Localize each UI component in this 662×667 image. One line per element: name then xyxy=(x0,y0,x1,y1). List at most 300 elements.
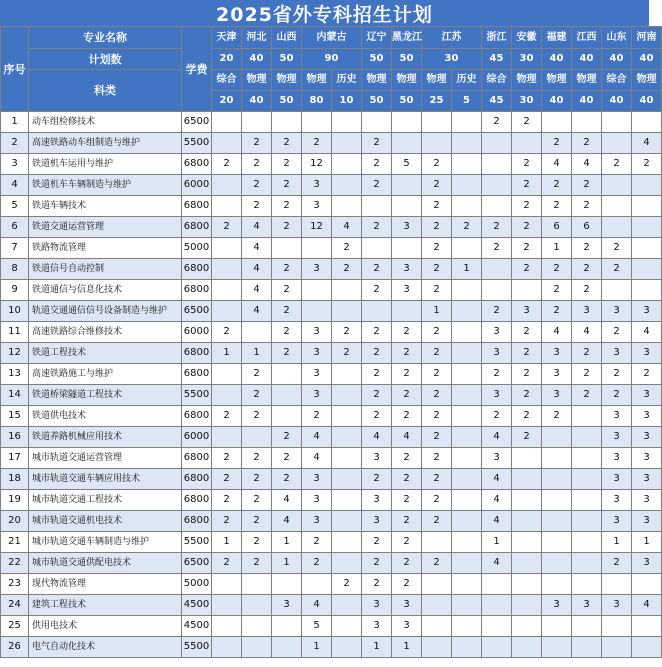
row-count-cell xyxy=(512,511,542,532)
table-row xyxy=(1,469,662,490)
row-count-cell: 2 xyxy=(362,574,392,595)
row-count-cell xyxy=(632,637,662,658)
row-count-cell xyxy=(452,301,482,322)
row-count-cell: 3 xyxy=(482,343,512,364)
row-count-cell xyxy=(332,511,362,532)
row-count-cell: 2 xyxy=(572,196,602,217)
row-count-cell xyxy=(632,238,662,259)
row-count-cell: 2 xyxy=(242,133,272,154)
row-count-cell: 2 xyxy=(242,196,272,217)
row-count-cell: 2 xyxy=(362,343,392,364)
row-count-cell: 1 xyxy=(482,532,512,553)
row-count-cell xyxy=(212,637,242,658)
row-count-cell xyxy=(602,637,632,658)
row-count-cell xyxy=(332,196,362,217)
row-count-cell: 4 xyxy=(272,511,302,532)
row-count-cell: 4 xyxy=(242,238,272,259)
row-count-cell xyxy=(542,112,572,133)
row-count-cell xyxy=(482,259,512,280)
table-row xyxy=(1,574,662,595)
cat-zhejiang: 综合 xyxy=(482,70,512,91)
row-count-cell: 2 xyxy=(272,427,302,448)
row-count-cell xyxy=(332,112,362,133)
row-count-cell: 2 xyxy=(572,280,602,301)
row-count-cell xyxy=(482,637,512,658)
row-count-cell xyxy=(572,448,602,469)
table-row xyxy=(1,112,662,133)
table-row xyxy=(1,427,662,448)
row-count-cell xyxy=(422,616,452,637)
row-count-cell: 2 xyxy=(212,469,242,490)
row-seq: 1 xyxy=(1,112,29,133)
cat-tianjin: 综合 xyxy=(212,70,242,91)
row-count-cell: 2 xyxy=(212,553,242,574)
total-jiangxi: 40 xyxy=(572,49,602,70)
row-count-cell: 2 xyxy=(482,364,512,385)
table-row xyxy=(1,301,662,322)
row-count-cell xyxy=(332,448,362,469)
fee-header: 学费 xyxy=(182,27,212,112)
cat-jiangxi: 物理 xyxy=(572,70,602,91)
row-count-cell: 2 xyxy=(272,175,302,196)
row-count-cell: 2 xyxy=(482,301,512,322)
row-count-cell xyxy=(542,553,572,574)
subcount-liaoning: 50 xyxy=(362,91,392,112)
row-count-cell xyxy=(632,175,662,196)
row-major-name: 轨道交通通信信号设备制造与维护 xyxy=(29,301,182,322)
row-count-cell xyxy=(602,280,632,301)
row-count-cell xyxy=(602,112,632,133)
subcount-fujian: 40 xyxy=(542,91,572,112)
page-title: 2025省外专科招生计划 xyxy=(0,0,649,26)
row-count-cell xyxy=(392,196,422,217)
row-seq: 12 xyxy=(1,343,29,364)
row-count-cell xyxy=(542,637,572,658)
row-major-name: 铁道车辆技术 xyxy=(29,196,182,217)
row-count-cell: 2 xyxy=(602,238,632,259)
row-count-cell: 1 xyxy=(242,343,272,364)
row-count-cell: 3 xyxy=(632,511,662,532)
row-count-cell: 2 xyxy=(242,406,272,427)
row-count-cell xyxy=(512,469,542,490)
row-count-cell: 3 xyxy=(632,406,662,427)
row-count-cell: 1 xyxy=(632,532,662,553)
row-count-cell xyxy=(212,385,242,406)
row-fee: 6500 xyxy=(182,301,212,322)
table-row xyxy=(1,238,662,259)
row-count-cell xyxy=(302,280,332,301)
total-shandong: 40 xyxy=(602,49,632,70)
row-count-cell xyxy=(302,574,332,595)
row-fee: 5500 xyxy=(182,133,212,154)
row-count-cell: 2 xyxy=(602,259,632,280)
row-count-cell xyxy=(332,385,362,406)
row-count-cell: 2 xyxy=(422,553,452,574)
subcount-anhui: 30 xyxy=(512,91,542,112)
province-anhui: 安徽 xyxy=(512,27,542,49)
row-count-cell xyxy=(452,175,482,196)
row-count-cell xyxy=(422,595,452,616)
row-count-cell xyxy=(332,154,362,175)
row-count-cell: 2 xyxy=(302,553,332,574)
row-count-cell xyxy=(212,133,242,154)
row-count-cell xyxy=(452,385,482,406)
cat-henan: 物理 xyxy=(632,70,662,91)
row-count-cell xyxy=(302,301,332,322)
row-count-cell: 3 xyxy=(632,448,662,469)
major-header: 专业名称 xyxy=(29,27,182,49)
header-row-categories xyxy=(1,70,662,91)
row-count-cell: 5 xyxy=(302,616,332,637)
row-count-cell: 3 xyxy=(482,322,512,343)
row-count-cell xyxy=(332,175,362,196)
row-seq: 9 xyxy=(1,280,29,301)
row-count-cell: 2 xyxy=(362,280,392,301)
row-count-cell: 2 xyxy=(272,301,302,322)
row-count-cell: 2 xyxy=(422,280,452,301)
row-count-cell: 3 xyxy=(302,322,332,343)
subcount-zhejiang: 45 xyxy=(482,91,512,112)
row-count-cell xyxy=(632,217,662,238)
row-count-cell xyxy=(482,196,512,217)
row-count-cell xyxy=(542,511,572,532)
row-count-cell: 2 xyxy=(332,238,362,259)
cat-hebei: 物理 xyxy=(242,70,272,91)
row-count-cell: 3 xyxy=(602,301,632,322)
row-count-cell xyxy=(452,322,482,343)
row-count-cell: 2 xyxy=(572,133,602,154)
row-count-cell xyxy=(452,196,482,217)
seq-header: 序号 xyxy=(1,27,29,112)
row-count-cell xyxy=(632,574,662,595)
row-count-cell xyxy=(512,490,542,511)
row-count-cell: 2 xyxy=(272,154,302,175)
row-count-cell: 3 xyxy=(302,196,332,217)
row-count-cell xyxy=(452,343,482,364)
subcount-shanxi: 50 xyxy=(272,91,302,112)
row-count-cell: 2 xyxy=(332,259,362,280)
total-liaoning: 50 xyxy=(362,49,392,70)
row-count-cell xyxy=(602,196,632,217)
row-count-cell xyxy=(212,427,242,448)
row-count-cell: 2 xyxy=(422,469,452,490)
row-count-cell: 4 xyxy=(632,133,662,154)
row-count-cell xyxy=(572,532,602,553)
row-count-cell xyxy=(212,301,242,322)
header-row-provinces xyxy=(1,27,662,49)
row-count-cell xyxy=(542,427,572,448)
row-count-cell: 4 xyxy=(542,322,572,343)
row-count-cell xyxy=(452,574,482,595)
total-neimenggu: 90 xyxy=(302,49,362,70)
row-count-cell: 3 xyxy=(302,469,332,490)
row-count-cell xyxy=(272,364,302,385)
row-major-name: 铁道通信与信息化技术 xyxy=(29,280,182,301)
row-count-cell: 2 xyxy=(362,217,392,238)
row-count-cell xyxy=(332,532,362,553)
row-count-cell xyxy=(482,574,512,595)
table-row xyxy=(1,217,662,238)
subcount-hebei: 40 xyxy=(242,91,272,112)
row-count-cell: 2 xyxy=(362,364,392,385)
row-seq: 22 xyxy=(1,553,29,574)
row-count-cell xyxy=(272,385,302,406)
row-major-name: 现代物流管理 xyxy=(29,574,182,595)
row-count-cell: 3 xyxy=(572,301,602,322)
table-row xyxy=(1,490,662,511)
row-count-cell: 3 xyxy=(392,217,422,238)
row-fee: 6800 xyxy=(182,469,212,490)
table-body xyxy=(1,112,662,658)
table-row xyxy=(1,595,662,616)
row-count-cell xyxy=(452,364,482,385)
row-count-cell: 6 xyxy=(542,217,572,238)
table-row xyxy=(1,364,662,385)
row-count-cell: 2 xyxy=(272,469,302,490)
row-count-cell: 2 xyxy=(212,511,242,532)
row-count-cell: 2 xyxy=(602,553,632,574)
row-count-cell xyxy=(242,427,272,448)
row-count-cell xyxy=(332,301,362,322)
row-count-cell xyxy=(542,574,572,595)
row-count-cell: 6 xyxy=(572,217,602,238)
row-major-name: 城市轨道交通机电技术 xyxy=(29,511,182,532)
row-fee: 5500 xyxy=(182,385,212,406)
row-fee: 6800 xyxy=(182,217,212,238)
row-count-cell: 2 xyxy=(422,343,452,364)
row-count-cell xyxy=(452,595,482,616)
row-count-cell xyxy=(572,406,602,427)
row-count-cell: 2 xyxy=(332,574,362,595)
row-count-cell xyxy=(452,469,482,490)
row-count-cell xyxy=(452,112,482,133)
row-count-cell: 2 xyxy=(242,385,272,406)
header-row-totals xyxy=(1,49,662,70)
row-count-cell xyxy=(392,175,422,196)
row-count-cell: 2 xyxy=(602,322,632,343)
row-count-cell: 4 xyxy=(632,595,662,616)
row-count-cell: 4 xyxy=(302,595,332,616)
row-count-cell xyxy=(572,511,602,532)
row-major-name: 铁道机车车辆制造与维护 xyxy=(29,175,182,196)
row-count-cell: 2 xyxy=(482,238,512,259)
row-count-cell xyxy=(542,532,572,553)
row-count-cell: 2 xyxy=(392,322,422,343)
row-count-cell: 2 xyxy=(362,385,392,406)
row-count-cell: 3 xyxy=(302,343,332,364)
row-major-name: 铁道交通运营管理 xyxy=(29,217,182,238)
row-count-cell: 2 xyxy=(512,238,542,259)
row-count-cell: 2 xyxy=(482,112,512,133)
row-count-cell xyxy=(272,406,302,427)
row-count-cell: 2 xyxy=(602,385,632,406)
row-count-cell xyxy=(452,133,482,154)
table-row xyxy=(1,511,662,532)
row-count-cell: 2 xyxy=(392,511,422,532)
row-count-cell: 2 xyxy=(512,112,542,133)
row-seq: 10 xyxy=(1,301,29,322)
row-count-cell: 2 xyxy=(212,490,242,511)
row-count-cell: 3 xyxy=(632,490,662,511)
row-count-cell xyxy=(632,112,662,133)
table-row xyxy=(1,406,662,427)
row-count-cell: 2 xyxy=(542,280,572,301)
row-fee: 4500 xyxy=(182,595,212,616)
province-hebei: 河北 xyxy=(242,27,272,49)
row-count-cell: 3 xyxy=(602,406,632,427)
row-count-cell xyxy=(362,196,392,217)
row-count-cell xyxy=(512,280,542,301)
row-count-cell xyxy=(332,637,362,658)
row-count-cell: 2 xyxy=(392,385,422,406)
row-count-cell xyxy=(212,175,242,196)
row-fee: 6500 xyxy=(182,553,212,574)
row-count-cell xyxy=(242,322,272,343)
cat-neimenggu-physics: 物理 xyxy=(302,70,332,91)
row-count-cell: 2 xyxy=(422,196,452,217)
row-count-cell: 2 xyxy=(392,490,422,511)
row-count-cell: 3 xyxy=(632,469,662,490)
row-count-cell: 2 xyxy=(212,217,242,238)
row-count-cell xyxy=(422,574,452,595)
row-count-cell xyxy=(512,553,542,574)
row-fee: 6800 xyxy=(182,448,212,469)
row-count-cell xyxy=(602,175,632,196)
row-count-cell: 4 xyxy=(392,427,422,448)
row-count-cell: 2 xyxy=(392,574,422,595)
row-count-cell: 3 xyxy=(392,595,422,616)
row-count-cell: 3 xyxy=(272,595,302,616)
row-count-cell: 2 xyxy=(242,448,272,469)
category-header: 科类 xyxy=(29,70,182,112)
row-count-cell xyxy=(422,637,452,658)
row-count-cell xyxy=(302,112,332,133)
row-count-cell: 4 xyxy=(362,427,392,448)
row-count-cell xyxy=(512,448,542,469)
row-major-name: 铁道信号自动控制 xyxy=(29,259,182,280)
row-count-cell xyxy=(512,532,542,553)
total-shanxi: 50 xyxy=(272,49,302,70)
row-count-cell: 3 xyxy=(632,553,662,574)
subcount-shandong: 40 xyxy=(602,91,632,112)
row-count-cell xyxy=(362,238,392,259)
row-count-cell: 2 xyxy=(422,217,452,238)
row-count-cell xyxy=(512,133,542,154)
row-count-cell: 4 xyxy=(242,259,272,280)
province-jiangsu: 江苏 xyxy=(422,27,482,49)
row-fee: 6800 xyxy=(182,280,212,301)
cat-shanxi: 物理 xyxy=(272,70,302,91)
row-count-cell: 3 xyxy=(392,280,422,301)
table-row xyxy=(1,553,662,574)
row-major-name: 铁道养路机械应用技术 xyxy=(29,427,182,448)
row-count-cell: 3 xyxy=(542,343,572,364)
subcount-tianjin: 20 xyxy=(212,91,242,112)
row-count-cell xyxy=(572,490,602,511)
row-count-cell: 3 xyxy=(512,301,542,322)
row-count-cell: 2 xyxy=(392,469,422,490)
table-row xyxy=(1,175,662,196)
row-count-cell: 3 xyxy=(302,364,332,385)
row-count-cell: 4 xyxy=(242,217,272,238)
table-row xyxy=(1,322,662,343)
row-count-cell xyxy=(452,637,482,658)
row-count-cell xyxy=(332,133,362,154)
row-count-cell xyxy=(602,574,632,595)
row-count-cell: 2 xyxy=(242,553,272,574)
row-count-cell: 2 xyxy=(392,532,422,553)
row-count-cell: 3 xyxy=(602,427,632,448)
row-count-cell: 2 xyxy=(422,490,452,511)
province-liaoning: 辽宁 xyxy=(362,27,392,49)
row-count-cell: 2 xyxy=(572,259,602,280)
row-fee: 5000 xyxy=(182,574,212,595)
row-count-cell: 3 xyxy=(542,364,572,385)
row-count-cell xyxy=(212,616,242,637)
row-count-cell xyxy=(452,406,482,427)
row-count-cell xyxy=(392,133,422,154)
row-count-cell: 2 xyxy=(572,343,602,364)
row-count-cell: 3 xyxy=(362,616,392,637)
province-jiangxi: 江西 xyxy=(572,27,602,49)
row-fee: 6000 xyxy=(182,322,212,343)
row-count-cell: 2 xyxy=(242,511,272,532)
row-count-cell: 4 xyxy=(542,154,572,175)
province-fujian: 福建 xyxy=(542,27,572,49)
cat-liaoning: 物理 xyxy=(362,70,392,91)
row-count-cell: 3 xyxy=(482,385,512,406)
row-count-cell xyxy=(482,595,512,616)
row-count-cell: 3 xyxy=(362,595,392,616)
row-count-cell: 2 xyxy=(392,343,422,364)
row-count-cell: 2 xyxy=(272,448,302,469)
row-count-cell: 2 xyxy=(422,238,452,259)
row-count-cell: 3 xyxy=(362,490,392,511)
row-count-cell xyxy=(482,154,512,175)
row-count-cell: 2 xyxy=(422,175,452,196)
row-count-cell xyxy=(392,112,422,133)
row-count-cell: 1 xyxy=(302,637,332,658)
row-count-cell: 2 xyxy=(512,343,542,364)
row-count-cell xyxy=(332,469,362,490)
row-count-cell: 2 xyxy=(512,217,542,238)
row-fee: 6800 xyxy=(182,364,212,385)
row-count-cell xyxy=(422,112,452,133)
row-count-cell xyxy=(452,238,482,259)
row-seq: 7 xyxy=(1,238,29,259)
row-count-cell: 3 xyxy=(572,595,602,616)
row-count-cell xyxy=(482,280,512,301)
row-count-cell xyxy=(272,616,302,637)
row-count-cell xyxy=(392,238,422,259)
row-count-cell: 4 xyxy=(482,469,512,490)
row-seq: 14 xyxy=(1,385,29,406)
row-count-cell xyxy=(512,637,542,658)
row-count-cell: 2 xyxy=(512,385,542,406)
row-count-cell: 1 xyxy=(272,553,302,574)
table-row xyxy=(1,385,662,406)
row-count-cell: 3 xyxy=(302,490,332,511)
row-count-cell: 2 xyxy=(542,133,572,154)
total-tianjin: 20 xyxy=(212,49,242,70)
row-seq: 4 xyxy=(1,175,29,196)
row-count-cell: 2 xyxy=(452,217,482,238)
row-count-cell xyxy=(452,511,482,532)
row-major-name: 铁道桥梁隧道工程技术 xyxy=(29,385,182,406)
row-count-cell xyxy=(332,364,362,385)
subcount-jiangxi: 40 xyxy=(572,91,602,112)
row-count-cell: 2 xyxy=(362,553,392,574)
